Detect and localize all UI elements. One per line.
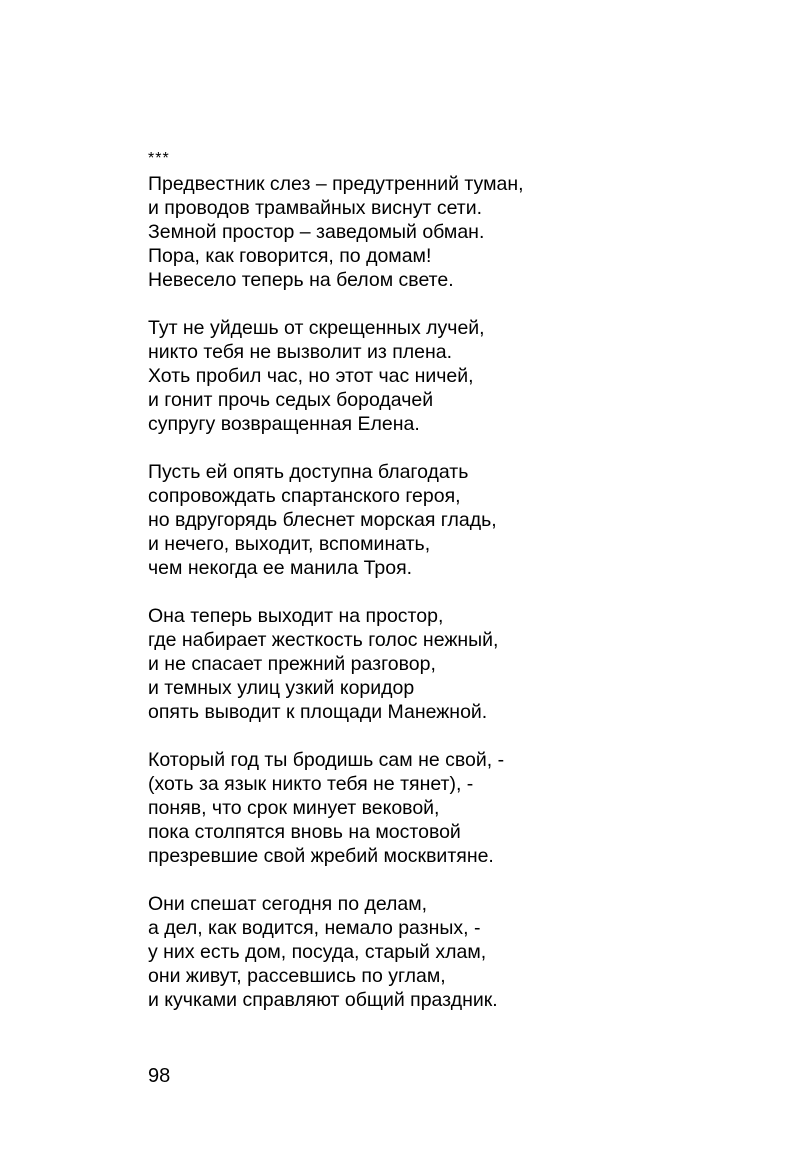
poem-line: Тут не уйдешь от скрещенных лучей, <box>148 317 485 339</box>
poem-line: Невесело теперь на белом свете. <box>148 269 454 291</box>
poem-line: Пусть ей опять доступна благодать <box>148 461 469 483</box>
poem-line: супругу возвращенная Елена. <box>148 413 420 435</box>
stanza-1 <box>148 172 768 292</box>
poem-line: (хоть за язык никто тебя не тянет), - <box>148 773 474 795</box>
poem-line: они живут, рассевшись по углам, <box>148 965 446 987</box>
poem-line: и гонит прочь седых бородачей <box>148 389 434 411</box>
section-marker: *** <box>148 150 170 167</box>
poem-line: у них есть дом, посуда, старый хлам, <box>148 941 487 963</box>
poem-line: поняв, что срок минует вековой, <box>148 797 440 819</box>
poem <box>148 146 768 1036</box>
poem-line: Земной простор – заведомый обман. <box>148 221 485 243</box>
poem-line: и проводов трамвайных виснут сети. <box>148 197 483 219</box>
poem-line: но вдругорядь блеснет морская гладь, <box>148 509 497 531</box>
poem-line: Хоть пробил час, но этот час ничей, <box>148 365 474 387</box>
poem-line: где набирает жесткость голос нежный, <box>148 629 499 651</box>
poem-line: Она теперь выходит на простор, <box>148 605 444 627</box>
poem-line: и не спасает прежний разговор, <box>148 653 436 675</box>
poem-line: сопровождать спартанского героя, <box>148 485 461 507</box>
poem-line: презревшие свой жребий москвитяне. <box>148 845 494 867</box>
poem-line: Пора, как говорится, по домам! <box>148 245 432 267</box>
poem-line: опять выводит к площади Манежной. <box>148 701 488 723</box>
stanza-2 <box>148 316 768 436</box>
page-number: 98 <box>148 1065 171 1087</box>
poem-line: и кучками справляют общий праздник. <box>148 989 498 1011</box>
poem-line: и нечего, выходит, вспоминать, <box>148 533 431 555</box>
poem-line: Который год ты бродишь сам не свой, - <box>148 749 505 771</box>
stanza-6 <box>148 892 768 1012</box>
stanza-4 <box>148 604 768 724</box>
poem-line: Предвестник слез – предутренний туман, <box>148 173 524 195</box>
poem-line: и темных улиц узкий коридор <box>148 677 415 699</box>
poem-line: Они спешат сегодня по делам, <box>148 893 428 915</box>
poem-line: а дел, как водится, немало разных, - <box>148 917 481 939</box>
stanza-5 <box>148 748 768 868</box>
stanza-3 <box>148 460 768 580</box>
poem-line: пока столпятся вновь на мостовой <box>148 821 461 843</box>
poem-line: чем некогда ее манила Троя. <box>148 557 413 579</box>
poem-line: никто тебя не вызволит из плена. <box>148 341 453 363</box>
